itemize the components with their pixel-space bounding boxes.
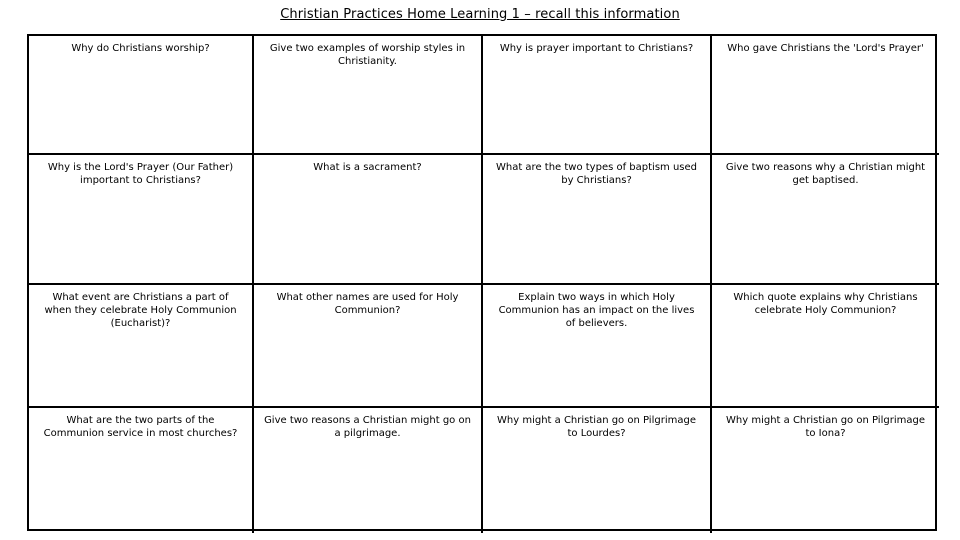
question-grid — [27, 34, 937, 531]
question-cell: Give two reasons why a Christian might get baptised. — [712, 155, 939, 285]
question-cell: Which quote explains why Christians celebrate Holy Communion? — [712, 285, 939, 408]
question-cell: What are the two parts of the Communion service in most churches? — [29, 408, 254, 533]
question-cell: Why might a Christian go on Pilgrimage to Lourdes? — [483, 408, 712, 533]
question-cell: Why might a Christian go on Pilgrimage to Iona? — [726, 415, 925, 439]
question-cell: Why is the Lord's Prayer (Our Father) important to Christians? — [29, 155, 254, 285]
question-cell: What are the two types of baptism used by Christians? — [483, 155, 712, 285]
question-cell: Give two examples of worship styles in Christianity. — [254, 36, 483, 155]
question-cell: Who gave Christians the 'Lord's Prayer' — [712, 36, 939, 155]
page-title: Christian Practices Home Learning 1 – recall this information — [280, 7, 680, 22]
question-cell: Explain two ways in which Holy Communion has an impact on the lives of believers. — [483, 285, 712, 408]
question-cell: Why is prayer important to Christians? — [483, 36, 712, 155]
question-cell: Give two reasons a Christian might go on a pilgrimage. — [254, 408, 483, 533]
question-cell: What event are Christians a part of when they celebrate Holy Communion (Eucharist)? — [29, 285, 254, 408]
question-cell: Why do Christians worship? — [29, 36, 254, 155]
question-cell: What other names are used for Holy Communion? — [254, 285, 483, 408]
question-cell: What is a sacrament? — [254, 155, 483, 285]
